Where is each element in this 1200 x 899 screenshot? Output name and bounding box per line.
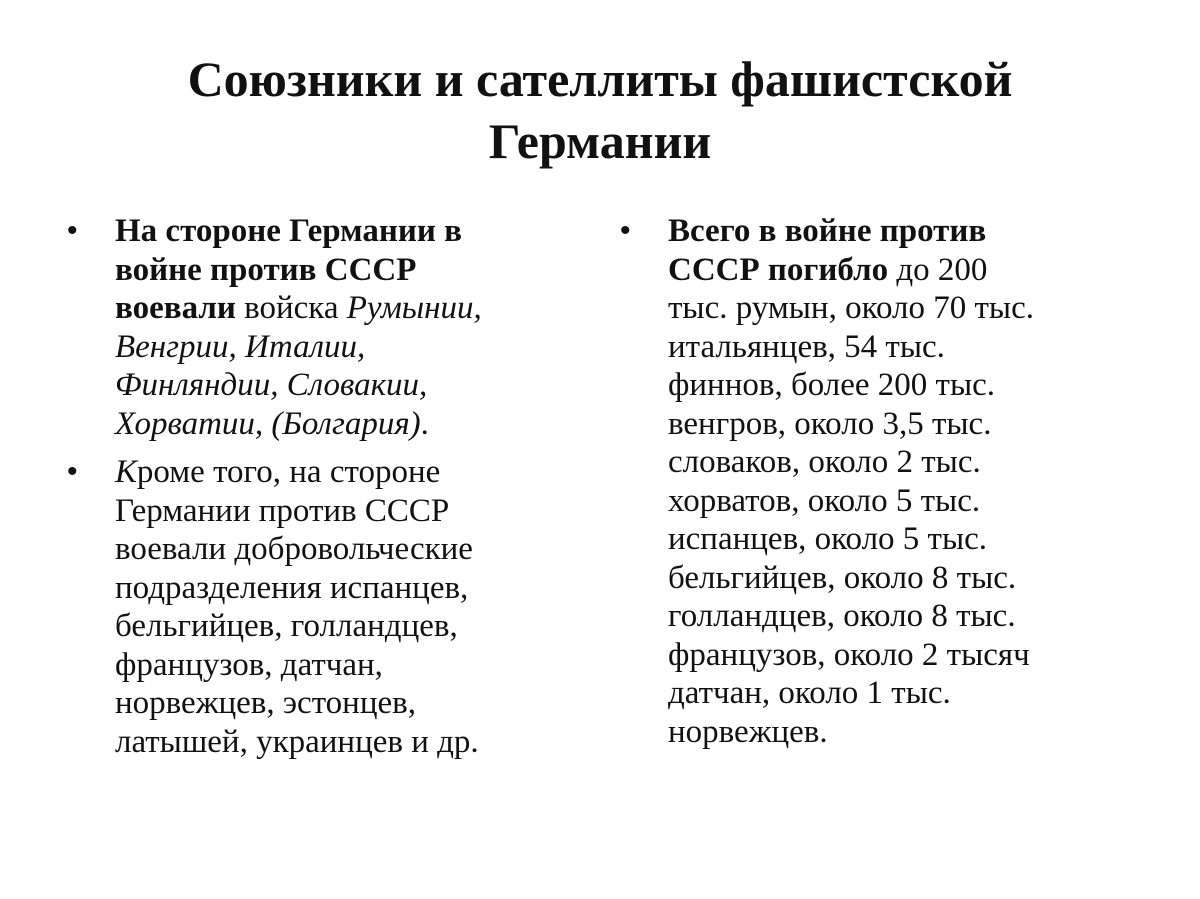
bullet-icon: • (67, 214, 78, 247)
bullet-icon: • (620, 214, 631, 247)
bullet-text: венгров, около 3,5 тыс. (668, 405, 992, 442)
bullet-text: французов, датчан, (115, 646, 383, 683)
bullet-casualties (620, 212, 1138, 751)
bullet-volunteer-units (67, 453, 575, 761)
bullet-text: латышей, украинцев и др. (115, 723, 479, 760)
bullet-text: На стороне Германии в (115, 213, 462, 249)
bullet-text: подразделения испанцев, (115, 569, 469, 606)
bullet-text: воевали (115, 290, 236, 326)
bullet-text: роме того, на стороне (136, 454, 441, 490)
bullet-text: войне против СССР (115, 251, 417, 288)
bullet-text: бельгийцев, около 8 тыс. (668, 559, 1017, 596)
bullet-text: хорватов, около 5 тыс. (668, 482, 981, 519)
bullet-text: финнов, более 200 тыс. (668, 367, 996, 403)
bullet-text: тыс. румын, около 70 тыс. (668, 290, 1034, 326)
left-column (67, 212, 575, 771)
bullet-text: . (420, 405, 429, 442)
country-name: Финляндии, Словакии, (115, 367, 428, 403)
slide-title (0, 48, 1200, 172)
bullet-text: Германии против СССР (115, 492, 450, 529)
bullet-text: норвежцев. (668, 713, 828, 750)
country-name: Румынии, (346, 290, 482, 326)
bullet-text: СССР погибло (668, 251, 889, 288)
slide-title-line-2: Германии (488, 113, 712, 169)
bullet-text: войска (235, 290, 347, 326)
bullet-text: К (115, 454, 137, 490)
bullet-text: голландцев, около 8 тыс. (668, 598, 1016, 634)
bullet-text: итальянцев, 54 тыс. (668, 328, 945, 365)
country-name: Хорватии, (Болгария) (115, 405, 421, 442)
bullet-allied-armies (67, 212, 575, 443)
bullet-text: Всего в войне против (668, 213, 987, 249)
bullet-text: норвежцев, эстонцев, (115, 685, 416, 721)
bullet-text: воевали добровольческие (115, 531, 473, 567)
right-column (620, 212, 1138, 761)
slide-title-line-1: Союзники и сателлиты фашистской (187, 51, 1013, 107)
bullet-text: испанцев, около 5 тыс. (668, 521, 988, 557)
country-name: Венгрии, Италии, (115, 328, 366, 365)
bullet-text: бельгийцев, голландцев, (115, 608, 458, 644)
bullet-text: словаков, около 2 тыс. (668, 444, 981, 480)
bullet-text: до 200 (888, 251, 988, 288)
bullet-text: французов, около 2 тысяч (668, 636, 1030, 673)
bullet-icon: • (67, 455, 78, 488)
bullet-text: датчан, около 1 тыс. (668, 675, 951, 711)
